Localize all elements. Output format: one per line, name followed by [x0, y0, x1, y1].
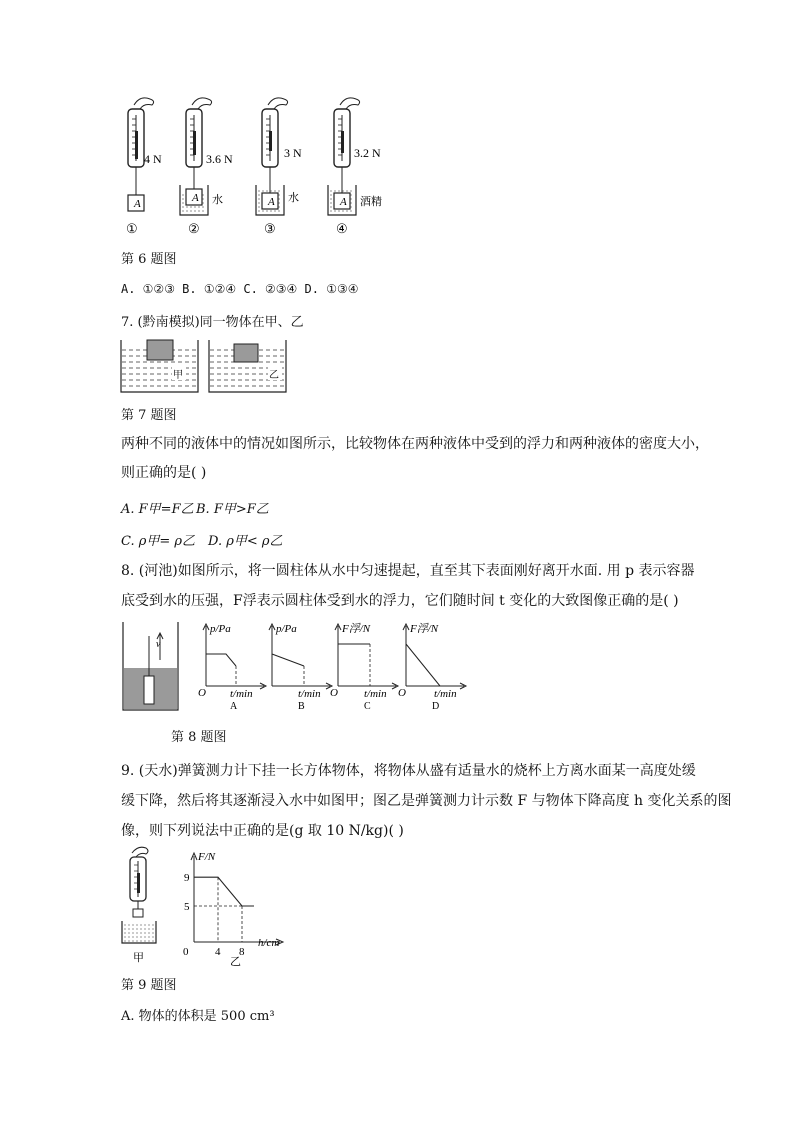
svg-text:O: O — [398, 687, 406, 699]
svg-text:水: 水 — [212, 194, 223, 206]
q7-caption: 第 7 题图 — [121, 408, 177, 423]
q9-series-line — [194, 877, 254, 906]
svg-text:甲: 甲 — [133, 952, 144, 964]
svg-text:4 N: 4 N — [144, 152, 162, 166]
svg-text:3 N: 3 N — [284, 146, 302, 160]
svg-text:水: 水 — [288, 192, 299, 204]
svg-text:②: ② — [188, 221, 200, 236]
q7-figure — [120, 338, 300, 394]
svg-text:3.2 N: 3.2 N — [354, 146, 381, 160]
q6-figure — [110, 95, 400, 240]
q7-container-jia — [121, 340, 198, 392]
svg-text:A: A — [134, 198, 141, 210]
q7-container-yi — [209, 340, 286, 392]
svg-text:O: O — [198, 687, 206, 699]
q8-container — [123, 622, 178, 710]
q8-velocity-label: v — [156, 639, 161, 650]
q8-figure — [120, 620, 480, 716]
q8-caption: 第 8 题图 — [171, 730, 227, 745]
q9-xtick-label: 8 — [239, 946, 245, 958]
q9-ytick-label: 9 — [184, 872, 190, 885]
q8-graph-a — [198, 623, 266, 712]
q8-graph-c — [330, 622, 398, 712]
q7-text-line2: 则正确的是( ) — [121, 465, 207, 481]
svg-text:A: A — [192, 192, 199, 204]
svg-text:t/min: t/min — [364, 688, 387, 700]
q9-ytick-label: 5 — [184, 901, 190, 913]
q9-xtick-label: 0 — [183, 946, 189, 958]
svg-text:A: A — [230, 701, 238, 712]
svg-text:t/min: t/min — [434, 688, 457, 700]
q9-caption-yi: 乙 — [230, 956, 241, 968]
q9-text-line2: 缓下降，然后将其逐渐浸入水中如图甲；图乙是弹簧测力计示数 F 与物体下降高度 h 变化关系的图 — [121, 793, 732, 809]
svg-text:p/Pa: p/Pa — [276, 623, 297, 635]
q9-text-line3: 像，则下列说法中正确的是(g 取 10 N/kg)( ) — [121, 823, 404, 839]
svg-text:B: B — [298, 701, 305, 712]
q9-text-line1: 9. (天水)弹簧测力计下挂一长方体物体，将物体从盛有适量水的烧杯上方离水面某一高度处缓 — [121, 763, 696, 779]
svg-text:③: ③ — [264, 221, 276, 236]
svg-text:酒精: 酒精 — [360, 196, 382, 208]
svg-text:A: A — [268, 196, 275, 208]
q8-text-line1: 8. (河池)如图所示，将一圆柱体从水中匀速提起，直至其下表面刚好离开水面. 用 p 表示容器 — [121, 563, 695, 579]
q7-option-c: C. ρ甲= ρ乙 — [121, 534, 196, 549]
svg-text:D: D — [432, 701, 440, 712]
q6-caption: 第 6 题图 — [121, 252, 177, 267]
q7-option-b: B. F甲>F乙 — [196, 502, 269, 517]
svg-text:t/min: t/min — [298, 688, 321, 700]
q7-option-d: D. ρ甲< ρ乙 — [208, 534, 283, 549]
svg-text:①: ① — [126, 221, 138, 236]
svg-text:甲: 甲 — [173, 370, 183, 381]
svg-text:A: A — [340, 196, 347, 208]
svg-text:3.6 N: 3.6 N — [206, 152, 233, 166]
svg-text:④: ④ — [336, 221, 348, 236]
svg-text:p/Pa: p/Pa — [210, 623, 231, 635]
q7-option-a: A. F甲=F乙 — [121, 502, 194, 517]
q7-text-line1: 两种不同的液体中的情况如图所示，比较物体在两种液体中受到的浮力和两种液体的密度大小， — [121, 436, 709, 452]
q9-apparatus — [118, 845, 168, 965]
q9-x-axis-label: h/cm — [258, 937, 280, 949]
q8-graph-b — [269, 623, 332, 712]
svg-text:乙: 乙 — [269, 370, 279, 381]
q9-xtick-label: 4 — [215, 946, 221, 958]
svg-text:O: O — [330, 687, 338, 699]
q9-option-a: A. 物体的体积是 500 cm³ — [121, 1009, 275, 1024]
q7-stem: 7. (黔南模拟)同一物体在甲、乙 — [121, 315, 304, 330]
svg-text:F浮/N: F浮/N — [342, 623, 371, 635]
q9-caption: 第 9 题图 — [121, 978, 177, 993]
q9-chart — [180, 848, 298, 968]
q8-text-line2: 底受到水的压强，F浮表示圆柱体受到水的浮力，它们随时间 t 变化的大致图像正确的是( ) — [121, 593, 679, 609]
svg-text:t/min: t/min — [230, 688, 253, 700]
q6-options: A. ①②③ B. ①②④ C. ②③④ D. ①③④ — [121, 282, 359, 296]
q8-graph-d — [398, 622, 466, 712]
svg-text:C: C — [364, 701, 371, 712]
svg-text:F浮/N: F浮/N — [410, 623, 439, 635]
q9-y-axis-label: F/N — [198, 851, 216, 863]
